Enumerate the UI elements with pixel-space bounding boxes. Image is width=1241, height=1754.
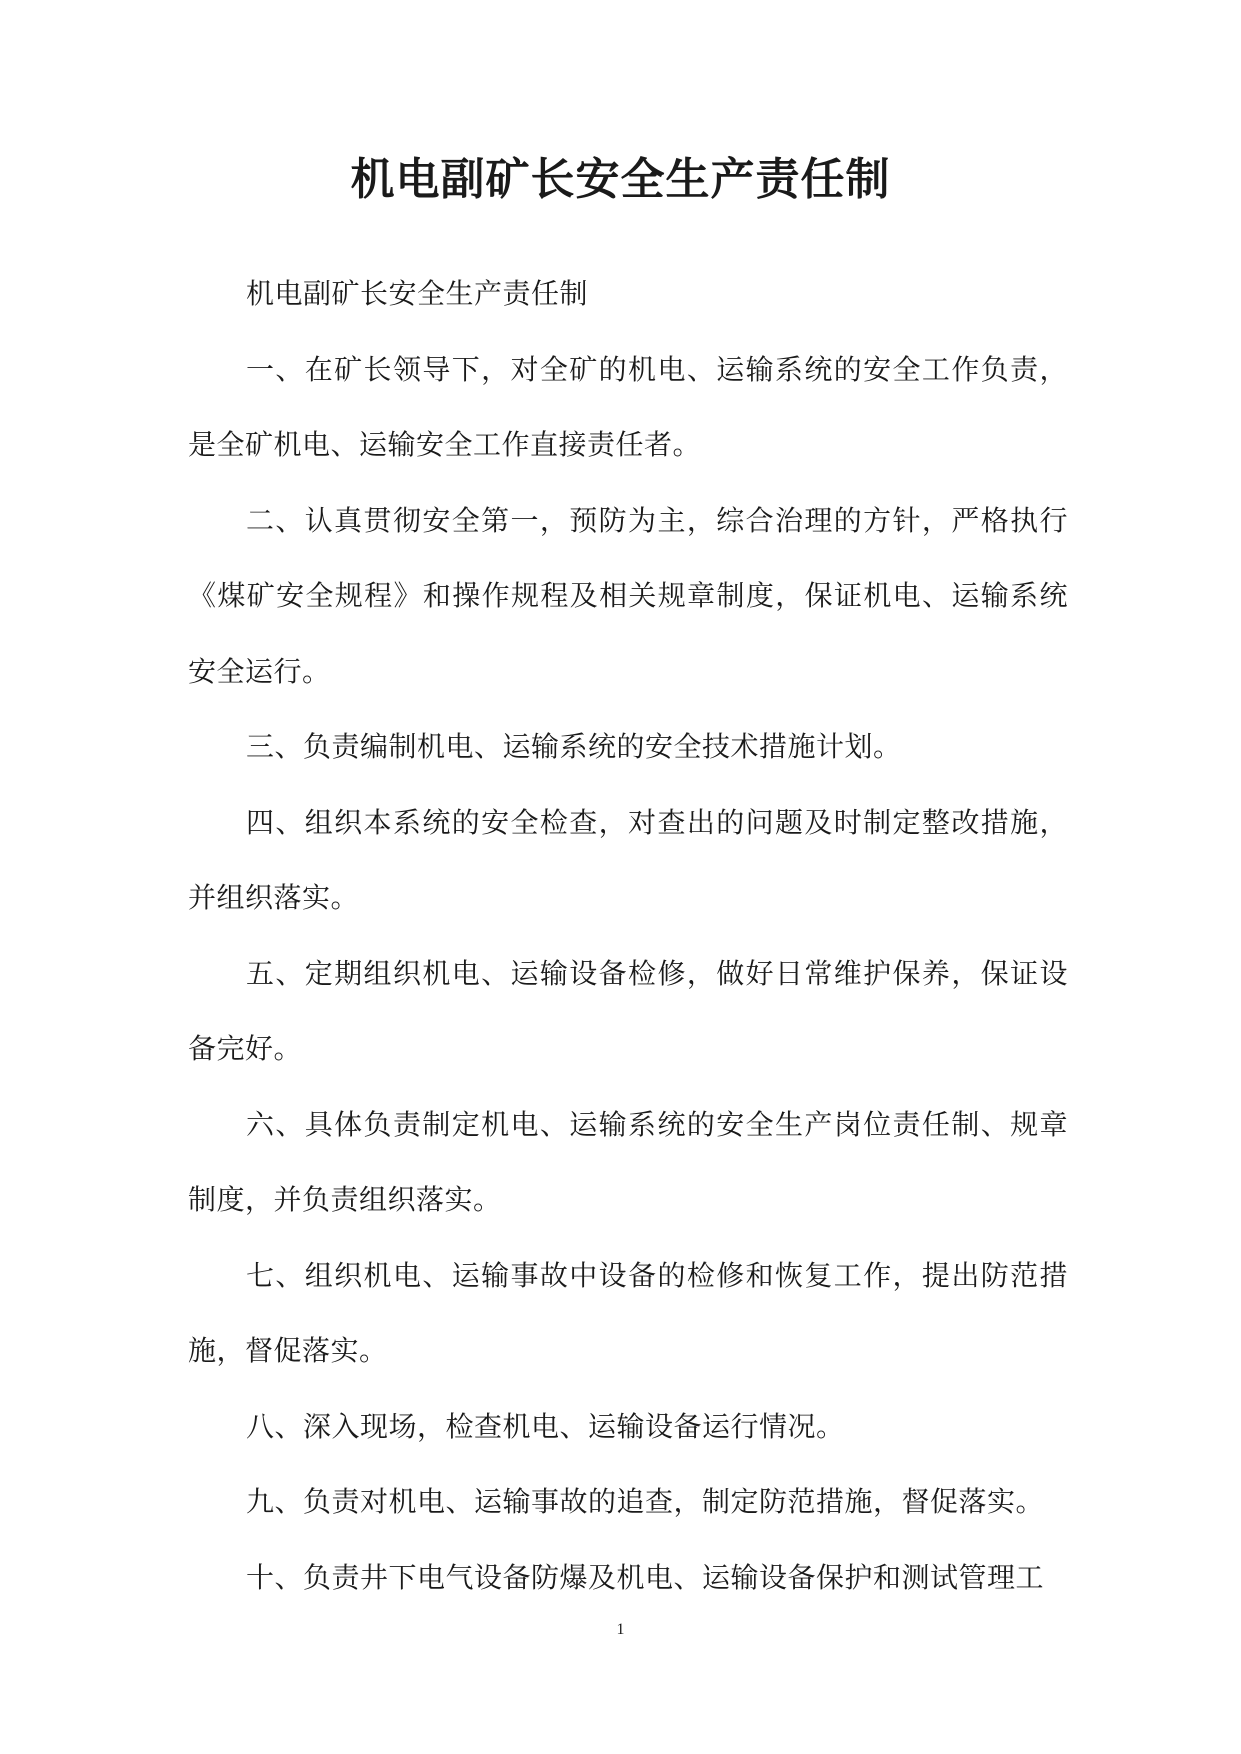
- paragraph-item-2: 二、认真贯彻安全第一，预防为主，综合治理的方针，严格执行《煤矿安全规程》和操作规程及相关规章制度，保证机电、运输系统安全运行。: [188, 503, 1068, 688]
- paragraph-item-10: 十、负责井下电气设备防爆及机电、运输设备保护和测试管理工: [246, 1560, 1045, 1594]
- paragraph-item-6: 六、具体负责制定机电、运输系统的安全生产岗位责任制、规章制度，并负责组织落实。: [188, 1107, 1068, 1216]
- document-body: [188, 256, 1068, 1615]
- paragraph-item-7: 七、组织机电、运输事故中设备的检修和恢复工作，提出防范措施，督促落实。: [188, 1258, 1068, 1367]
- paragraph-item-9: 九、负责对机电、运输事故的追查，制定防范措施，督促落实。: [246, 1485, 1045, 1518]
- paragraph-item-3: 三、负责编制机电、运输系统的安全技术措施计划。: [246, 730, 902, 763]
- paragraph-item-4: 四、组织本系统的安全检查，对查出的问题及时制定整改措施，并组织落实。: [188, 805, 1068, 914]
- paragraph-item-8: 八、深入现场，检查机电、运输设备运行情况。: [246, 1409, 845, 1443]
- paragraph-item-1: 一、在矿长领导下，对全矿的机电、运输系统的安全工作负责，是全矿机电、运输安全工作直接责任者。: [188, 352, 1068, 461]
- page-number: 1: [616, 1621, 625, 1638]
- paragraph-heading: 机电副矿长安全生产责任制: [246, 277, 589, 310]
- document-title: 机电副矿长安全生产责任制: [350, 154, 891, 205]
- paragraph-item-5: 五、定期组织机电、运输设备检修，做好日常维护保养，保证设备完好。: [188, 956, 1068, 1065]
